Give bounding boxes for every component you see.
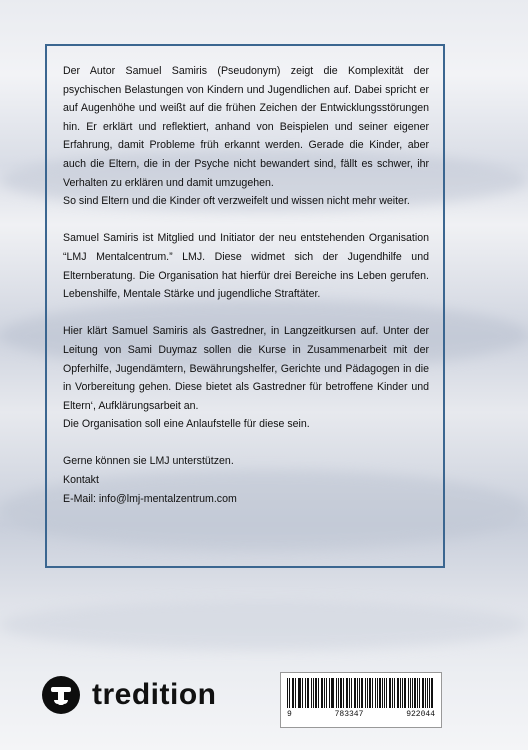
paragraph-courses: Hier klärt Samuel Samiris als Gastredner, in Langzeitkursen auf. Unter der Leitung von Sami Duymaz sollen die Kurse in Zusammenarbeit mit der Opferhilfe, Jugendämtern, Bewährungshelfer, Gerichte und Pädagogen in die in Vorbereitung gehen. Diese bietet als Gastredner für betroffene Kinder und Eltern‘, Aufklärungsarbeit an. [63,325,429,412]
isbn-barcode [280,672,442,728]
blurb-frame [45,44,445,568]
barcode-digits [287,710,435,719]
barcode-digits-group2: 922044 [406,710,435,719]
tredition-t-icon [42,676,80,714]
barcode-bars [287,678,435,708]
paragraph-courses-end: Die Organisation soll eine Anlaufstelle für diese sein. [63,418,310,431]
barcode-digits-group1: 783347 [334,710,364,719]
background-mist [0,600,528,650]
barcode-stripe [432,678,433,708]
paragraph-intro-end: So sind Eltern und die Kinder oft verzweifelt und wissen nicht mehr weiter. [63,195,410,208]
support-text: Gerne können sie LMJ unterstützen. [63,455,234,468]
email-link[interactable]: E-Mail: info@lmj-mentalzentrum.com [63,492,237,505]
publisher-logo [42,676,217,714]
paragraph-organisation: Samuel Samiris ist Mitglied und Initiator der neu entstehenden Organisation “LMJ Mentalcentrum.” LMJ. Diese widmet sich der Jugendhilfe und Elternberatung. Die Organisation hat hierfür drei Bereiche ins Leben gerufen. Lebenshilfe, Mentale Stärke und jugendliche Straftäter. [63,232,429,301]
paragraph-intro: Der Autor Samuel Samiris (Pseudonym) zeigt die Komplexität der psychischen Belastungen von Kindern und Jugendlichen auf. Dabei spricht er auf Augenhöhe und weißt auf die frühen Zeichen der Entwicklungsstörungen hin. Er erklärt und reflektiert, anhand von Beispielen und seiner eigener Erfahrung, damit Probleme früh erkannt werden. Gerade die Kinder, aber auch die Eltern, die in der Psyche nicht bewandert sind, fällt es schwer, ihr Verhalten zu erklären und damit umzugehen. [63,65,429,189]
barcode-digit-left: 9 [287,710,292,719]
contact-label: Kontakt [63,474,99,487]
publisher-name: tredition [92,678,217,711]
